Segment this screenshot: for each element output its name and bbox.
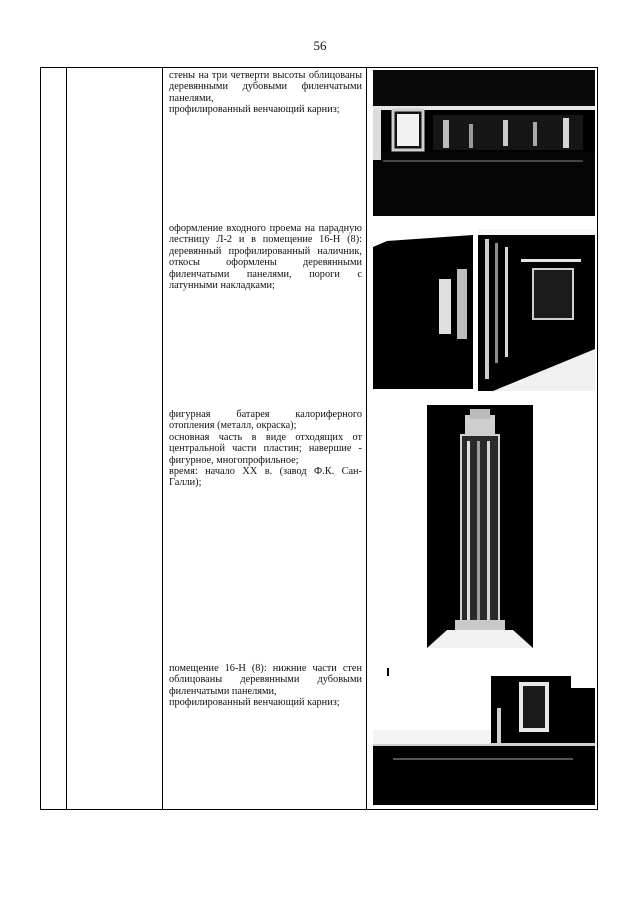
row-4-description: помещение 16-Н (8): нижние части стен облицованы деревянными дубовыми филенчатыми панелями, профилированный венчающий карниз; (169, 663, 362, 709)
room-16n-paneling-photo (373, 668, 595, 805)
entrance-doorway-photo (373, 229, 595, 391)
column-divider (366, 68, 367, 809)
column-divider (66, 68, 67, 809)
monument-features-table (40, 67, 598, 810)
row-2-description: оформление входного проема на парадную лестницу Л-2 и в помещение 16-Н (8): деревянный профилированный наличник, откосы оформлены деревянными филенчатыми панелями, пороги с латунными накладками; (169, 223, 362, 292)
column-divider (162, 68, 163, 809)
page-number: 56 (313, 38, 327, 53)
oak-paneled-wall-photo (373, 70, 595, 216)
radiator-photo (427, 405, 533, 648)
row-3-description: фигурная батарея калориферного отопления (металл, окраска); основная часть в виде отходящих от центральной части пластин; навершие - фигурное, многопрофильное; время: начало XX в. (завод Ф.К. Сан-Галли); (169, 409, 362, 489)
row-1-description: стены на три четверти высоты облицованы деревянными дубовыми филенчатыми панелями, профилированный венчающий карниз; (169, 70, 362, 116)
